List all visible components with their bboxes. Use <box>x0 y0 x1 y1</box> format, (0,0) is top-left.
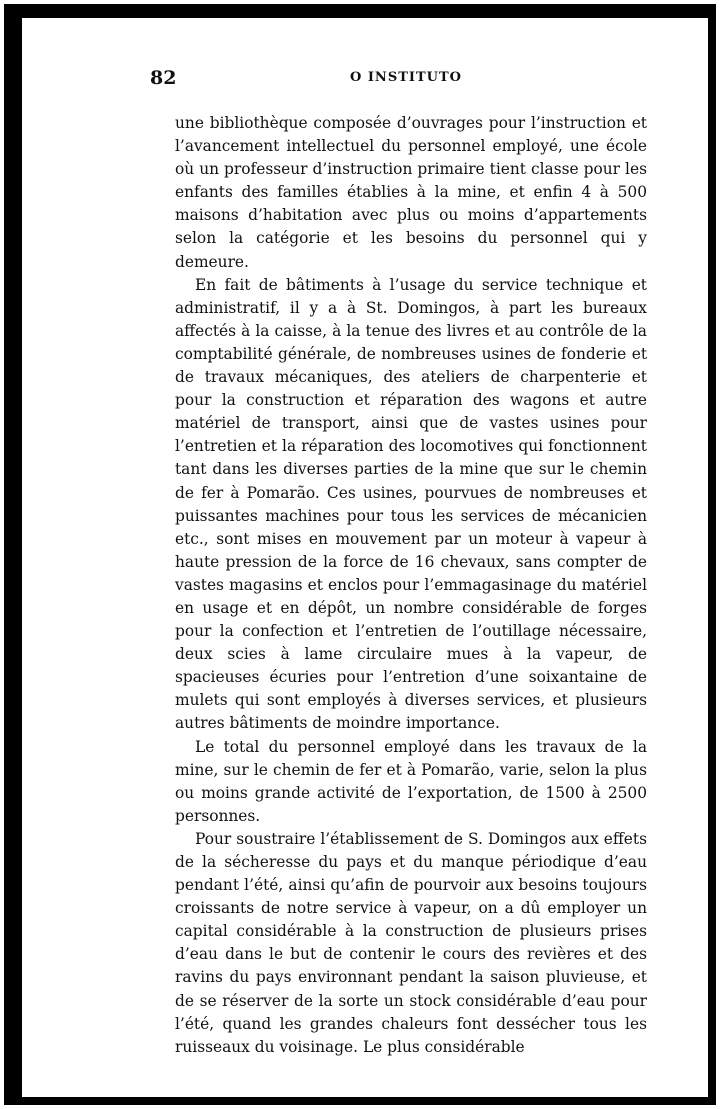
paragraph: En fait de bâtiments à l’usage du service technique et administratif, il y a à St. Domingos, à part les bureaux affectés à la caisse, à la tenue des livres et au contrôle de la comptabilité générale, de nombreuses usines de fonderie et de travaux mécaniques, des ateliers de charpenterie et pour la construction et réparation des wagons et autre matériel de transport, ainsi que de vastes usines pour l’entretien et la réparation des locomotives qui fonctionnent tant dans les diverses parties de la mine que sur le chemin de fer à Pomarão. Ces usines, pourvues de nombreuses et puissantes machines pour tous les services de mécanicien etc., sont mises en mouvement par un moteur à vapeur à haute pression de la force de 16 chevaux, sans compter de vastes magasins et enclos pour l’emmagasinage du matériel en usage et en dépôt, un nombre considérable de forges pour la confection et l’entretien de l’outillage nécessaire, deux scies à lame circulaire mues à la vapeur, de spacieuses écuries pour l’entretion d’une soixantaine de mulets qui sont employés à diverses services, et plusieurs autres bâtiments de moindre importance. <box>175 275 647 733</box>
paragraph: Pour soustraire l’établissement de S. Domingos aux effets de la sécheresse du pays et du manque périodique d’eau pendant l’été, ainsi qu’afin de pourvoir aux besoins toujours croissants de notre service à vapeur, on a dû employer un capital considérable à la construction de plusieurs prises d’eau dans le but de contenir le cours des revières et des ravins du pays environnant pendant la saison pluvieuse, et de se réserver de la sorte un stock considérable d’eau pour l’été, quand les grandes chaleurs font dessécher tous les ruisseaux du voisinage. Le plus considérable <box>175 829 647 1056</box>
paragraph: Le total du personnel employé dans les travaux de la mine, sur le chemin de fer et à Pomarão, varie, selon la plus ou moins grande activité de l’exportation, de 1500 à 2500 personnes. <box>175 737 647 825</box>
running-title: O INSTITUTO <box>350 70 462 85</box>
paragraph: une bibliothèque composée d’ouvrages pour l’instruction et l’avancement intellectuel du personnel employé, une école où un professeur d’instruction primaire tient classe pour les enfants des familles établies à la mine, et enfin 4 à 500 maisons d’habitation avec plus ou moins d’appartements selon la catégorie et les besoins du personnel qui y demeure. <box>175 114 647 271</box>
page-header <box>150 67 646 89</box>
body-text <box>175 112 647 1059</box>
page-number: 82 <box>150 67 177 89</box>
